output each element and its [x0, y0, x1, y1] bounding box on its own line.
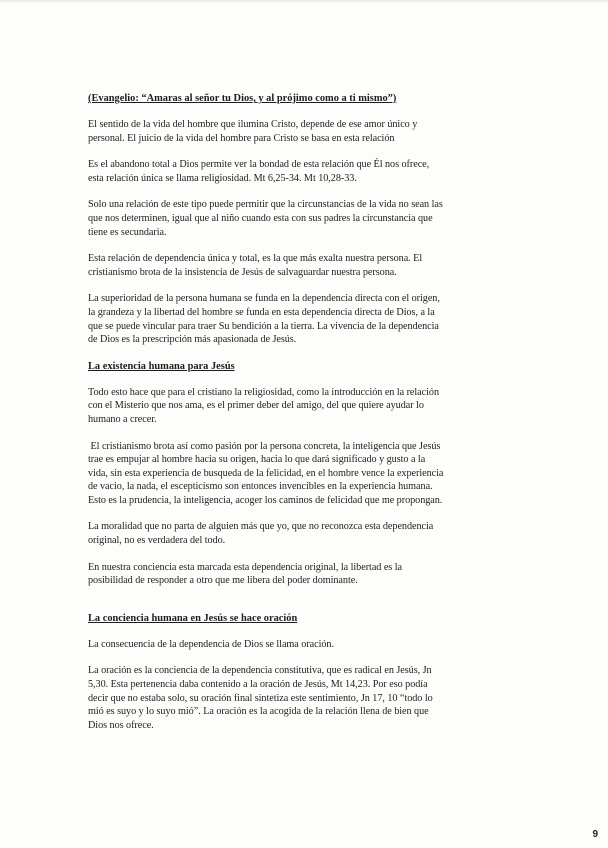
text-line: En nuestra conciencia esta marcada esta dependencia original, la libertad es la [88, 561, 402, 573]
text-line: de vacio, la nada, el escepticismo son entonces invencibles en la experiencia humana. [88, 481, 433, 493]
paragraph [88, 638, 520, 652]
text-line: La superioridad de la persona humana se funda en la dependencia directa con el origen, [88, 293, 440, 305]
text-line: tiene es secundaria. [88, 226, 167, 238]
text-line: vida, sin esta experiencia de busqueda de la felicidad, en el hombre vence la experiencia [88, 467, 444, 479]
text-line: El sentido de la vida del hombre que ilumina Cristo, depende de ese amor único y [88, 119, 418, 130]
paragraph [88, 158, 520, 185]
text-line: cristianismo brota de la insistencia de Jesús de salvaguardar nuestra persona. [88, 266, 397, 278]
text-line: Esta relación de dependencia única y total, es la que más exalta nuestra persona. El [88, 253, 423, 265]
text-line: La moralidad que no parta de alguien más que yo, que no reconozca esta dependencia [88, 521, 434, 533]
paragraph [88, 292, 520, 346]
paragraph [88, 118, 520, 145]
text-line: con el Misterio que nos ama, es el primer deber del amigo, del que quiere ayudar lo [88, 400, 424, 412]
page-top-edge [0, 0, 608, 3]
text-line: que se puede vincular para traer Su bendición a la tierra. La vivencia de la dependencia [88, 320, 439, 332]
text-line: Dios nos ofrece. [88, 719, 154, 731]
text-line: posibilidad de responder a otro que me libera del poder dominante. [88, 575, 358, 587]
paragraph [88, 198, 520, 239]
text-line: La consecuencia de la dependencia de Dios se llama oración. [88, 638, 334, 650]
text-line: La oración es la conciencia de la dependencia constitutiva, que es radical en Jesús, Jn [88, 665, 432, 677]
text-line: que nos determinen, igual que al niño cuando esta con sus padres la circunstancia que [88, 212, 433, 224]
text-line: decir que no estaba solo, su oración final sintetiza este sentimiento, Jn 17, 10 “todo lo [88, 692, 433, 704]
text-line: la grandeza y la libertad del hombre se funda en esta dependencia directa de Dios, a la [88, 306, 435, 318]
text-line: humano a crecer. [88, 413, 157, 425]
paragraph [88, 664, 520, 732]
section-heading-existencia-humana: La existencia humana para Jesús [88, 360, 235, 372]
paragraph [88, 386, 520, 427]
text-line: trae es empujar al hombre hacia su origen, hacia lo que dará significado y gusto a la [88, 454, 426, 466]
text-line: Es el abandono total a Dios permite ver la bondad de esta relación que Él nos ofrece, [88, 159, 430, 171]
text-line: mió es suyo y lo suyo mió”. La oración es la acogida de la relación llena de bien que [88, 706, 429, 718]
paragraph [88, 520, 520, 547]
text-line: Solo una relación de este tipo puede permitir que la circunstancias de la vida no sean las [88, 199, 443, 211]
text-line: personal. El juicio de la vida del hombre para Cristo se basa en esta relación [88, 132, 395, 144]
paragraph [88, 561, 520, 588]
section-heading-evangelio: (Evangelio: “Amaras al señor tu Dios, y al prójimo como a ti mismo”) [88, 93, 397, 104]
document-page [88, 92, 520, 745]
text-line: El cristianismo brota así como pasión por la persona concreta, la inteligencia que Jesús [88, 440, 441, 452]
paragraph [88, 252, 520, 279]
text-line: original, no es verdadera del todo. [88, 535, 226, 547]
text-line: esta relación única se llama religiosidad. Mt 6,25-34. Mt 10,28-33. [88, 172, 357, 184]
page-number: 9 [592, 829, 598, 840]
text-line: 5,30. Esta pertenencia daba contenido a la oración de Jesús, Mt 14,23. Por eso podía [88, 679, 428, 691]
text-line: Todo esto hace que para el cristiano la religiosidad, como la introducción en la relación [88, 386, 439, 398]
section-heading-conciencia-humana: La conciencia humana en Jesús se hace oración [88, 612, 298, 624]
paragraph [88, 440, 520, 508]
text-line: Esto es la prudencia, la inteligencia, acoger los caminos de felicidad que me propongan. [88, 494, 443, 506]
text-line: de Dios es la prescripción más apasionada de Jesús. [88, 334, 297, 346]
